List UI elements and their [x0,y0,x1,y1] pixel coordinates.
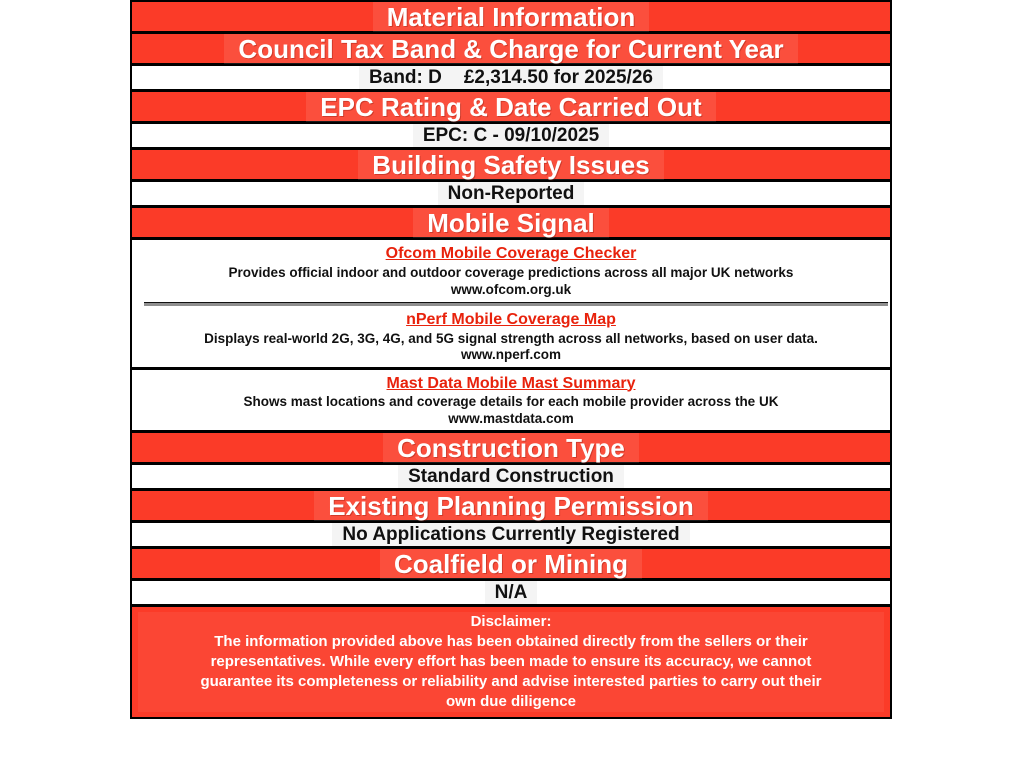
disclaimer-block [132,607,890,717]
nperf-coverage-map-link[interactable]: nPerf Mobile Coverage Map [406,310,616,328]
disclaimer-line-1: The information provided above has been obtained directly from the sellers or their [214,633,808,650]
planning-permission-header-label: Existing Planning Permission [314,491,708,521]
epc-header-label: EPC Rating & Date Carried Out [306,92,715,122]
disclaimer-line-4: own due diligence [445,693,576,710]
building-safety-value-row [132,182,890,208]
mobile-signal-ofcom-block [132,240,890,302]
mastdata-url: www.mastdata.com [448,410,574,426]
section-header-epc-rating [132,92,890,124]
mobile-signal-mastdata-block [132,370,890,433]
council-tax-header-label: Council Tax Band & Charge for Current Year [224,34,797,64]
building-safety-header-label: Building Safety Issues [358,150,663,180]
ofcom-description: Provides official indoor and outdoor coverage predictions across all major UK networks [228,265,794,280]
nperf-url: www.nperf.com [460,347,561,363]
planning-permission-value-row [132,523,890,549]
section-header-planning-permission [132,491,890,523]
ofcom-url: www.ofcom.org.uk [450,282,572,297]
nperf-description: Displays real-world 2G, 3G, 4G, and 5G signal strength across all networks, based on user data. [204,330,818,346]
disclaimer-text [138,612,884,712]
coalfield-mining-value-row [132,581,890,607]
disclaimer-line-3: guarantee its completeness or reliability and advise interested parties to carry out their [200,673,822,690]
section-header-building-safety [132,150,890,182]
section-header-construction-type [132,433,890,465]
council-tax-charge: £2,314.50 for 2025/26 [463,66,653,88]
mobile-signal-header-label: Mobile Signal [413,208,609,238]
construction-type-value-row [132,465,890,491]
coalfield-mining-value: N/A [485,581,538,605]
planning-permission-value: No Applications Currently Registered [332,523,689,547]
section-header-mobile-signal [132,208,890,240]
mastdata-summary-link[interactable]: Mast Data Mobile Mast Summary [386,374,636,392]
disclaimer-line-2: representatives. While every effort has been made to ensure its accuracy, we cannot [210,653,812,670]
mastdata-description: Shows mast locations and coverage details for each mobile provider across the UK [243,394,779,409]
epc-value-row [132,124,890,150]
section-header-coalfield-mining [132,549,890,581]
epc-value: EPC: C - 09/10/2025 [413,124,609,148]
construction-type-header-label: Construction Type [383,433,639,463]
material-information-table [130,0,892,719]
building-safety-value: Non-Reported [438,182,585,206]
council-tax-band: Band: D [369,66,442,88]
coalfield-mining-header-label: Coalfield or Mining [380,549,642,579]
council-tax-value-row [132,66,890,92]
material-information-title: Material Information [373,2,649,32]
section-header-council-tax [132,34,890,66]
construction-type-value: Standard Construction [398,465,624,489]
council-tax-value [359,66,663,90]
mobile-signal-nperf-block [132,306,890,370]
disclaimer-title: Disclaimer: [470,613,552,630]
section-header-material-information [132,2,890,34]
ofcom-coverage-checker-link[interactable]: Ofcom Mobile Coverage Checker [385,245,637,262]
